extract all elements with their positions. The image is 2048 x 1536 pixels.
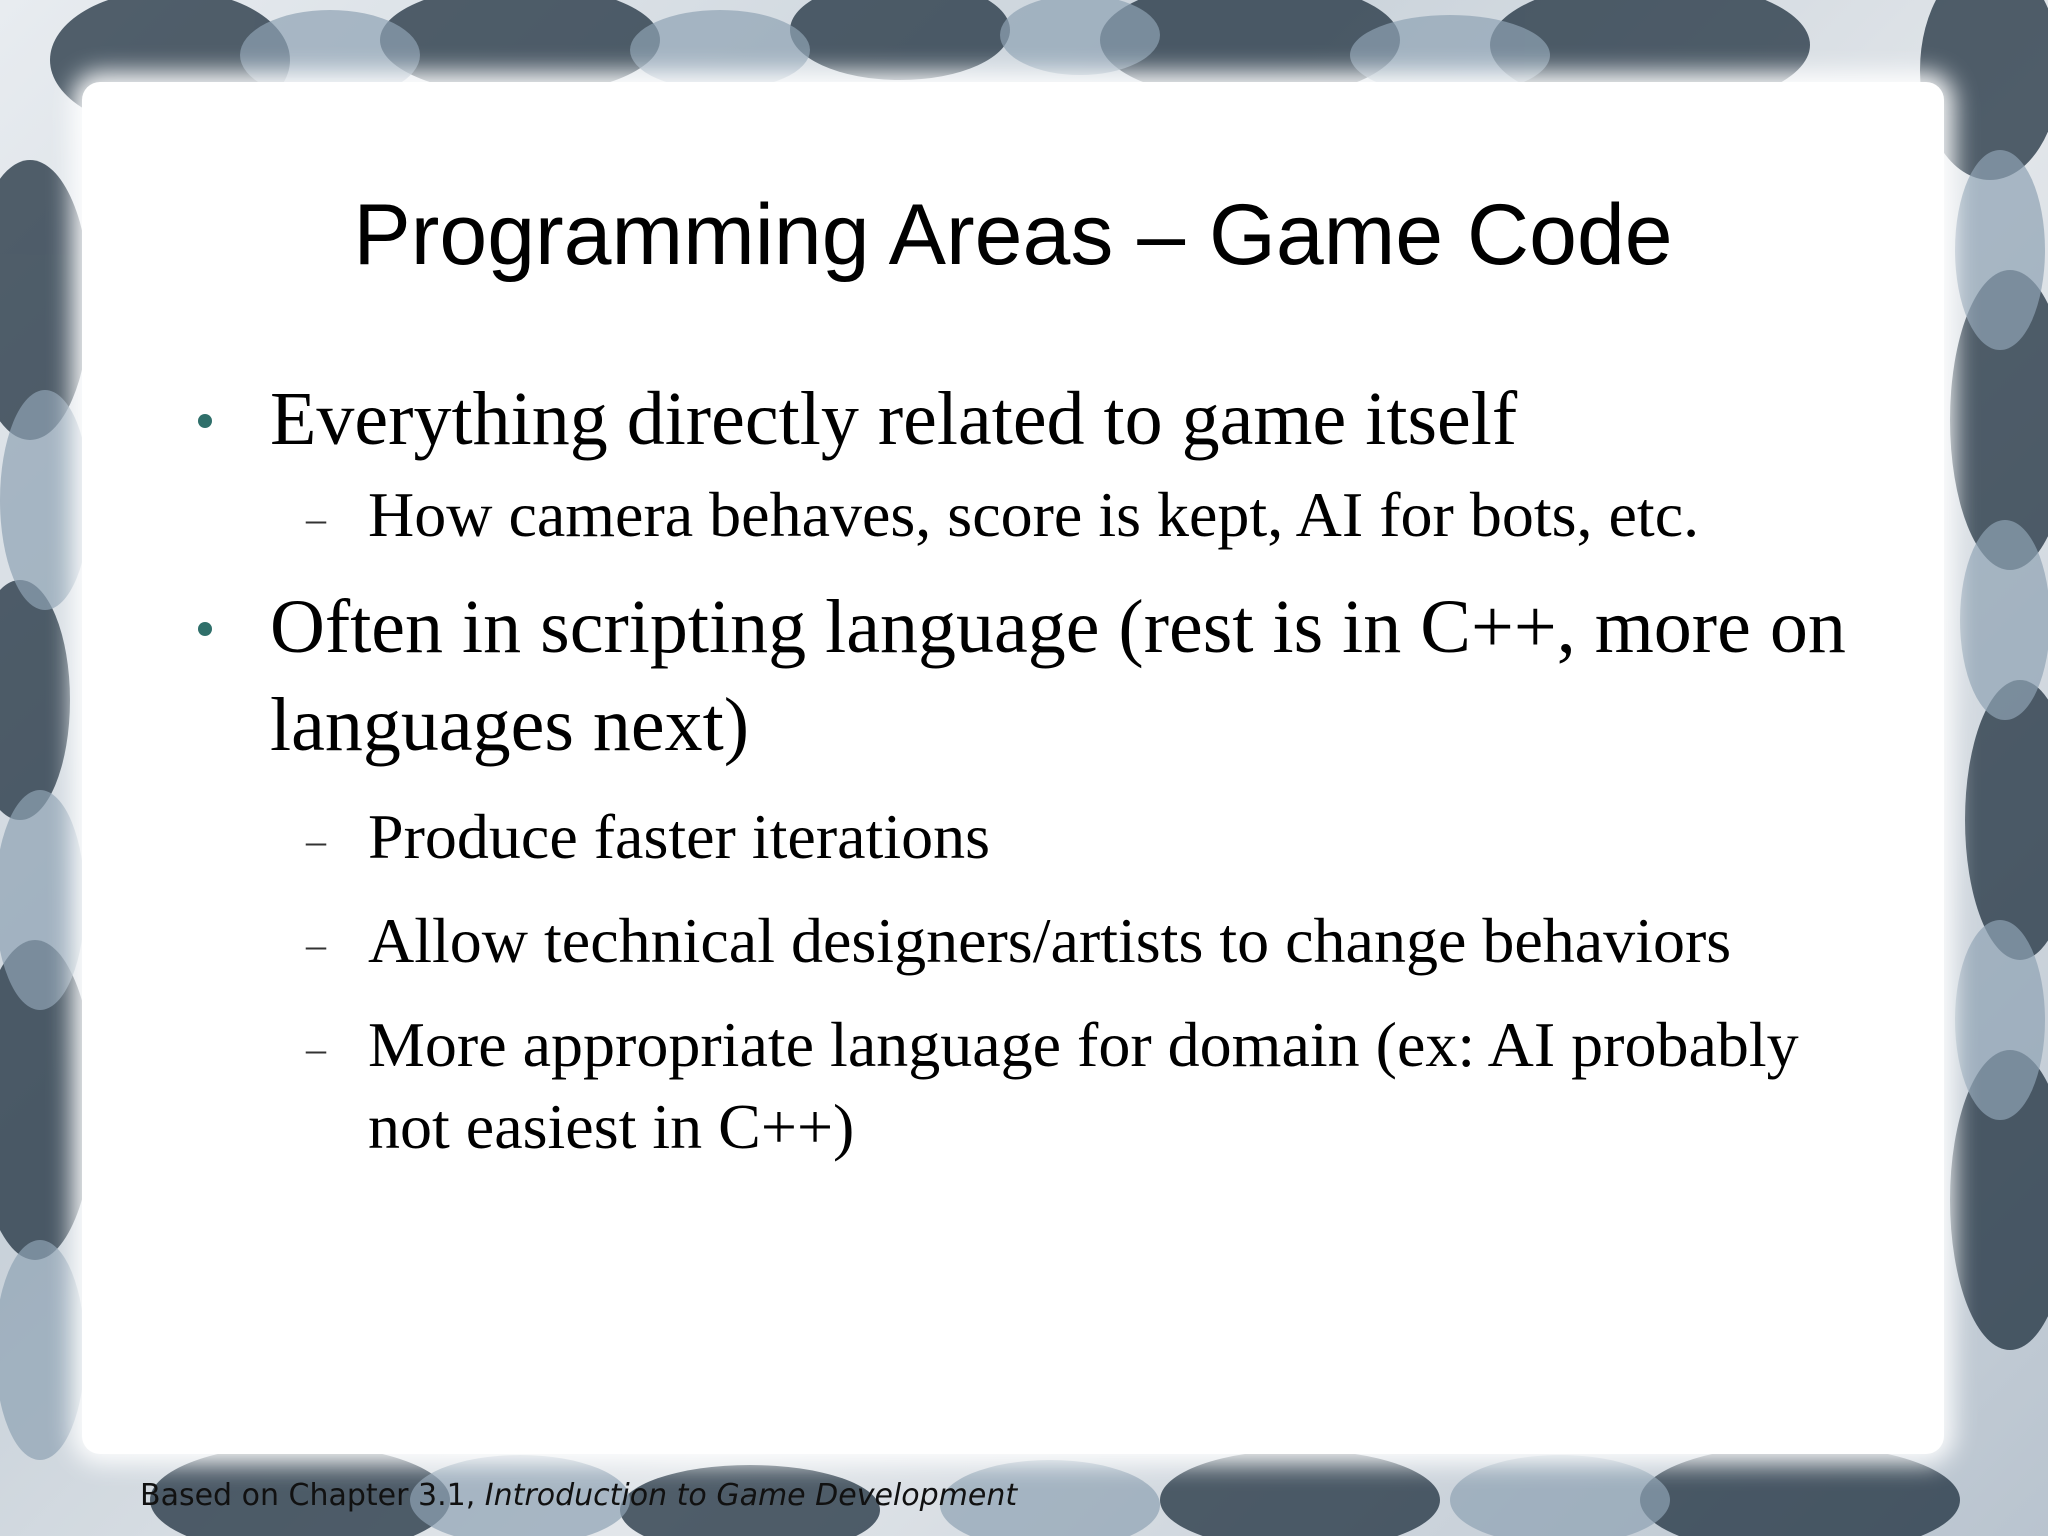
dash-marker-icon: –: [306, 818, 326, 863]
sub-bullet-text: How camera behaves, score is kept, AI for bots, etc.: [368, 479, 1700, 550]
dash-marker-icon: –: [306, 496, 326, 541]
dash-marker-icon: –: [306, 922, 326, 967]
footer-prefix: Based on Chapter 3.1,: [140, 1478, 485, 1513]
bullet-dot-icon: [198, 622, 212, 636]
sub-bullet-item: [190, 474, 1890, 556]
sub-bullet-item: [190, 1004, 1890, 1168]
slide-title: Programming Areas – Game Code: [353, 187, 1673, 283]
sub-bullet-text: Produce faster iterations: [368, 801, 990, 872]
sub-bullet-text: Allow technical designers/artists to change behaviors: [368, 905, 1732, 976]
bullet-item: [190, 578, 1890, 774]
slide-body: [190, 370, 1890, 1168]
slide-footer: [140, 1478, 1017, 1513]
footer-book-title: Introduction to Game Development: [484, 1478, 1018, 1513]
sub-bullet-item: [190, 796, 1890, 878]
bullet-text: Often in scripting language (rest is in C++, more on languages next): [270, 585, 1846, 767]
sub-bullet-item: [190, 900, 1890, 982]
bullet-text: Everything directly related to game itself: [270, 377, 1518, 461]
dash-marker-icon: –: [306, 1026, 326, 1071]
sub-bullet-text: More appropriate language for domain (ex: AI probably not easiest in C++): [368, 1009, 1799, 1162]
bullet-item: [190, 370, 1890, 468]
bullet-dot-icon: [198, 414, 212, 428]
